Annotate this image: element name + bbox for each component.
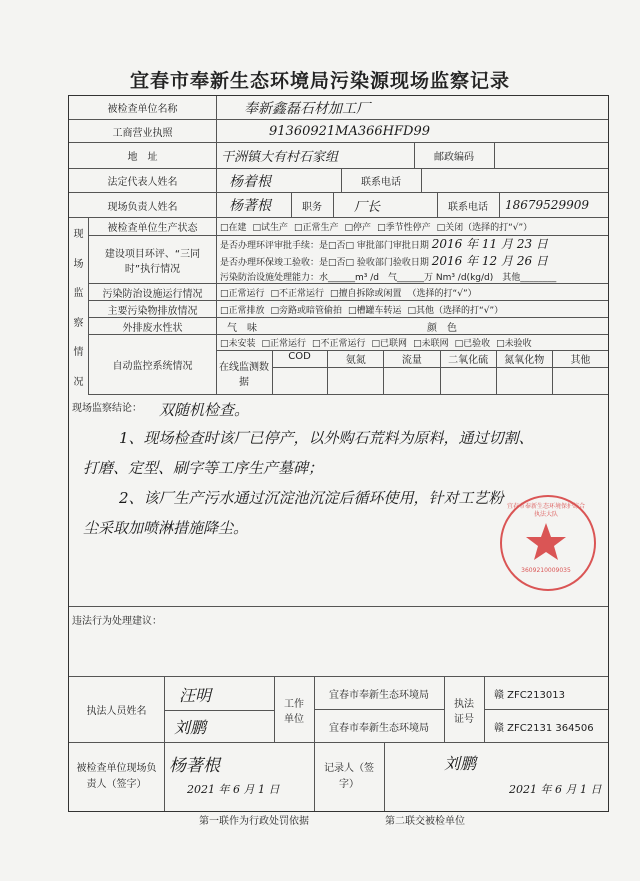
row-production [89,218,608,236]
side-label [69,218,89,395]
side-char: 监 [73,288,84,300]
row-unit-name [69,96,608,120]
option-emission-tank[interactable]: □槽罐车转运 [348,305,402,316]
side-char: 情 [73,347,84,359]
col-flow: 流量 [384,351,440,367]
option-auto-online[interactable]: □已联网 [371,339,408,349]
option-auto-normal[interactable]: □正常运行 [261,339,307,349]
facility-note: （选择的打“√”） [407,288,477,299]
cert-number: 赣 ZFC213013 [484,677,608,710]
address-value: 干洲镇大有村石家组 [221,150,339,165]
conclusion-line: 打磨、定型、刷字等工序生产墓碑； [83,459,324,477]
conclusion-line: 2、该厂生产污水通过沉淀池沉淀后循环使用，针对工艺粉 [119,489,504,507]
facility-options [220,284,610,300]
row-facility [89,284,608,301]
recorder-label: 记录人（签字） [324,763,374,790]
option-auto-offline[interactable]: □未联网 [413,339,449,349]
footer-right: 第二联交被检单位 [385,816,465,827]
option-auto-none[interactable]: □未安装 [220,339,256,349]
work-unit-label: 工作单位 [284,698,304,725]
row-violation [69,607,608,677]
row-address [69,143,608,169]
online-data-label: 在线监测数据 [219,362,269,388]
cert-label: 执法证号 [454,698,474,725]
row-legal [69,169,608,193]
row-appearance [89,318,608,335]
recorder-name: 刘鹏 [444,754,477,773]
work-unit: 宜春市奉新生态环境局 [314,677,444,710]
row-project [89,236,608,284]
address-label: 地 址 [127,152,158,163]
license-label: 工商营业执照 [112,127,173,139]
option-emission-other[interactable]: □其他（选择的打“√”） [407,305,504,316]
onsite-label: 现场负责人姓名 [107,201,178,213]
sign-label: 被检查单位现场负责人（签字） [76,763,157,790]
facility-label: 污染防治设施运行情况 [102,288,203,300]
option-building[interactable]: □在建 [220,223,247,233]
monitor-values [272,367,608,395]
project-label: 建设项目环评、“三同时”执行情况 [104,248,201,275]
row-auto [89,335,608,395]
violation-label: 违法行为处理建议： [72,616,162,627]
unit-name-value: 奉新鑫磊石材加工厂 [244,100,370,117]
page-title: 宜春市奉新生态环境局污染源现场监察记录 [129,70,510,92]
enforcement-name: 刘鹏 [174,718,207,737]
col-cod: COD [272,351,328,367]
project-line2-date: 2016 年 12 月 26 日 [431,254,548,268]
cert-number: 赣 ZFC2131 364506 [494,723,594,734]
unit-name-label: 被检查单位名称 [107,104,178,115]
row-license [69,120,608,143]
onsite-phone-value: 18679529909 [505,198,589,212]
col-ammonia: 氨氮 [328,351,384,367]
auto-options [216,335,608,351]
sign-date: 2021 年 6 月 1 日 [187,783,280,796]
sign-name: 杨著根 [169,756,220,776]
official-stamp [500,495,596,591]
option-facility-removed[interactable]: □擅自拆除或闲置 [330,288,402,299]
conclusion-line: 双随机检查。 [159,401,250,419]
option-emission-normal[interactable]: □正常排放 [220,305,265,316]
option-emission-bypass[interactable]: □旁路或暗管偷拍 [270,305,343,316]
work-unit: 宜春市奉新生态环境局 [329,723,429,734]
stamp-number: 3609210009035 [521,567,571,574]
side-char: 场 [73,258,84,270]
license-value: 91360921MA366HFD99 [269,123,431,139]
legal-phone-label: 联系电话 [361,177,401,188]
postal-label: 邮政编码 [434,152,474,163]
option-auto-abnormal[interactable]: □不正常运行 [312,339,366,349]
stamp-text: 宜春市奉新生态环境保护综合执法大队 [506,503,585,518]
color-label: 颜 色 [427,322,457,334]
side-char: 察 [73,317,84,329]
option-normal[interactable]: □正常生产 [294,223,339,233]
option-auto-accepted[interactable]: □已验收 [454,339,491,349]
enforcement-name: 汪明 [179,686,212,705]
legal-value: 杨着根 [229,173,271,190]
footer-left: 第一联作为行政处罚依据 [199,816,309,827]
row-enforcement [69,677,608,743]
onsite-phone-label: 联系电话 [448,201,488,213]
option-trial[interactable]: □试生产 [252,223,289,233]
production-label: 被检查单位生产状态 [107,223,198,234]
appearance-label: 外排废水性状 [122,322,183,334]
row-onsite [69,193,608,218]
option-seasonal[interactable]: □季节性停产 [377,223,431,233]
option-facility-normal[interactable]: □正常运行 [220,288,265,299]
col-other: 其他 [570,355,591,366]
project-line1: 是否办理环评审批手续：是□否□ 审批部门审批日期 [220,241,429,251]
option-closed[interactable]: □关闭（选择的打“√”） [436,223,533,233]
onsite-value: 杨著根 [229,198,271,214]
option-facility-abnormal[interactable]: □不正常运行 [270,288,325,299]
project-line1-date: 2016 年 11 月 23 日 [431,237,548,251]
project-line3: 污染防治设施处理能力：水______m³ /d 气______万 Nm³ /d(kg/d) 其他________ [220,273,557,283]
monitor-columns [272,351,608,368]
project-line2: 是否办理环保竣工验收：是□否□ 验收部门验收日期 [220,258,429,268]
inspection-form [68,95,609,812]
row-sign [69,743,608,811]
recorder-date: 2021 年 6 月 1 日 [509,783,602,796]
enforcement-label: 执法人员姓名 [86,706,147,717]
emission-label: 主要污染物排放情况 [107,305,198,317]
onsite-duty-value: 厂长 [354,199,381,215]
onsite-duty-label: 职务 [302,201,322,213]
project-lines [220,237,610,286]
option-stopped[interactable]: □停产 [344,223,372,233]
col-nox: 氮氧化物 [497,351,553,367]
conclusion-line: 尘采取加喷淋措施降尘。 [83,519,249,537]
emission-options [220,301,610,317]
side-char: 现 [73,229,84,241]
side-char: 况 [73,376,84,388]
col-so2: 二氧化硫 [441,351,497,367]
conclusion-line: 1、现场检查时该厂已停产，以外购石荒料为原料，通过切割、 [119,429,534,447]
auto-label: 自动监控系统情况 [112,361,193,372]
option-auto-unaccepted[interactable]: □未验收 [496,339,532,349]
production-options [220,218,610,235]
row-emission [89,301,608,318]
legal-label: 法定代表人姓名 [107,177,178,188]
conclusion-label: 现场监察结论： [72,403,142,414]
smell-label: 气 味 [227,322,257,334]
